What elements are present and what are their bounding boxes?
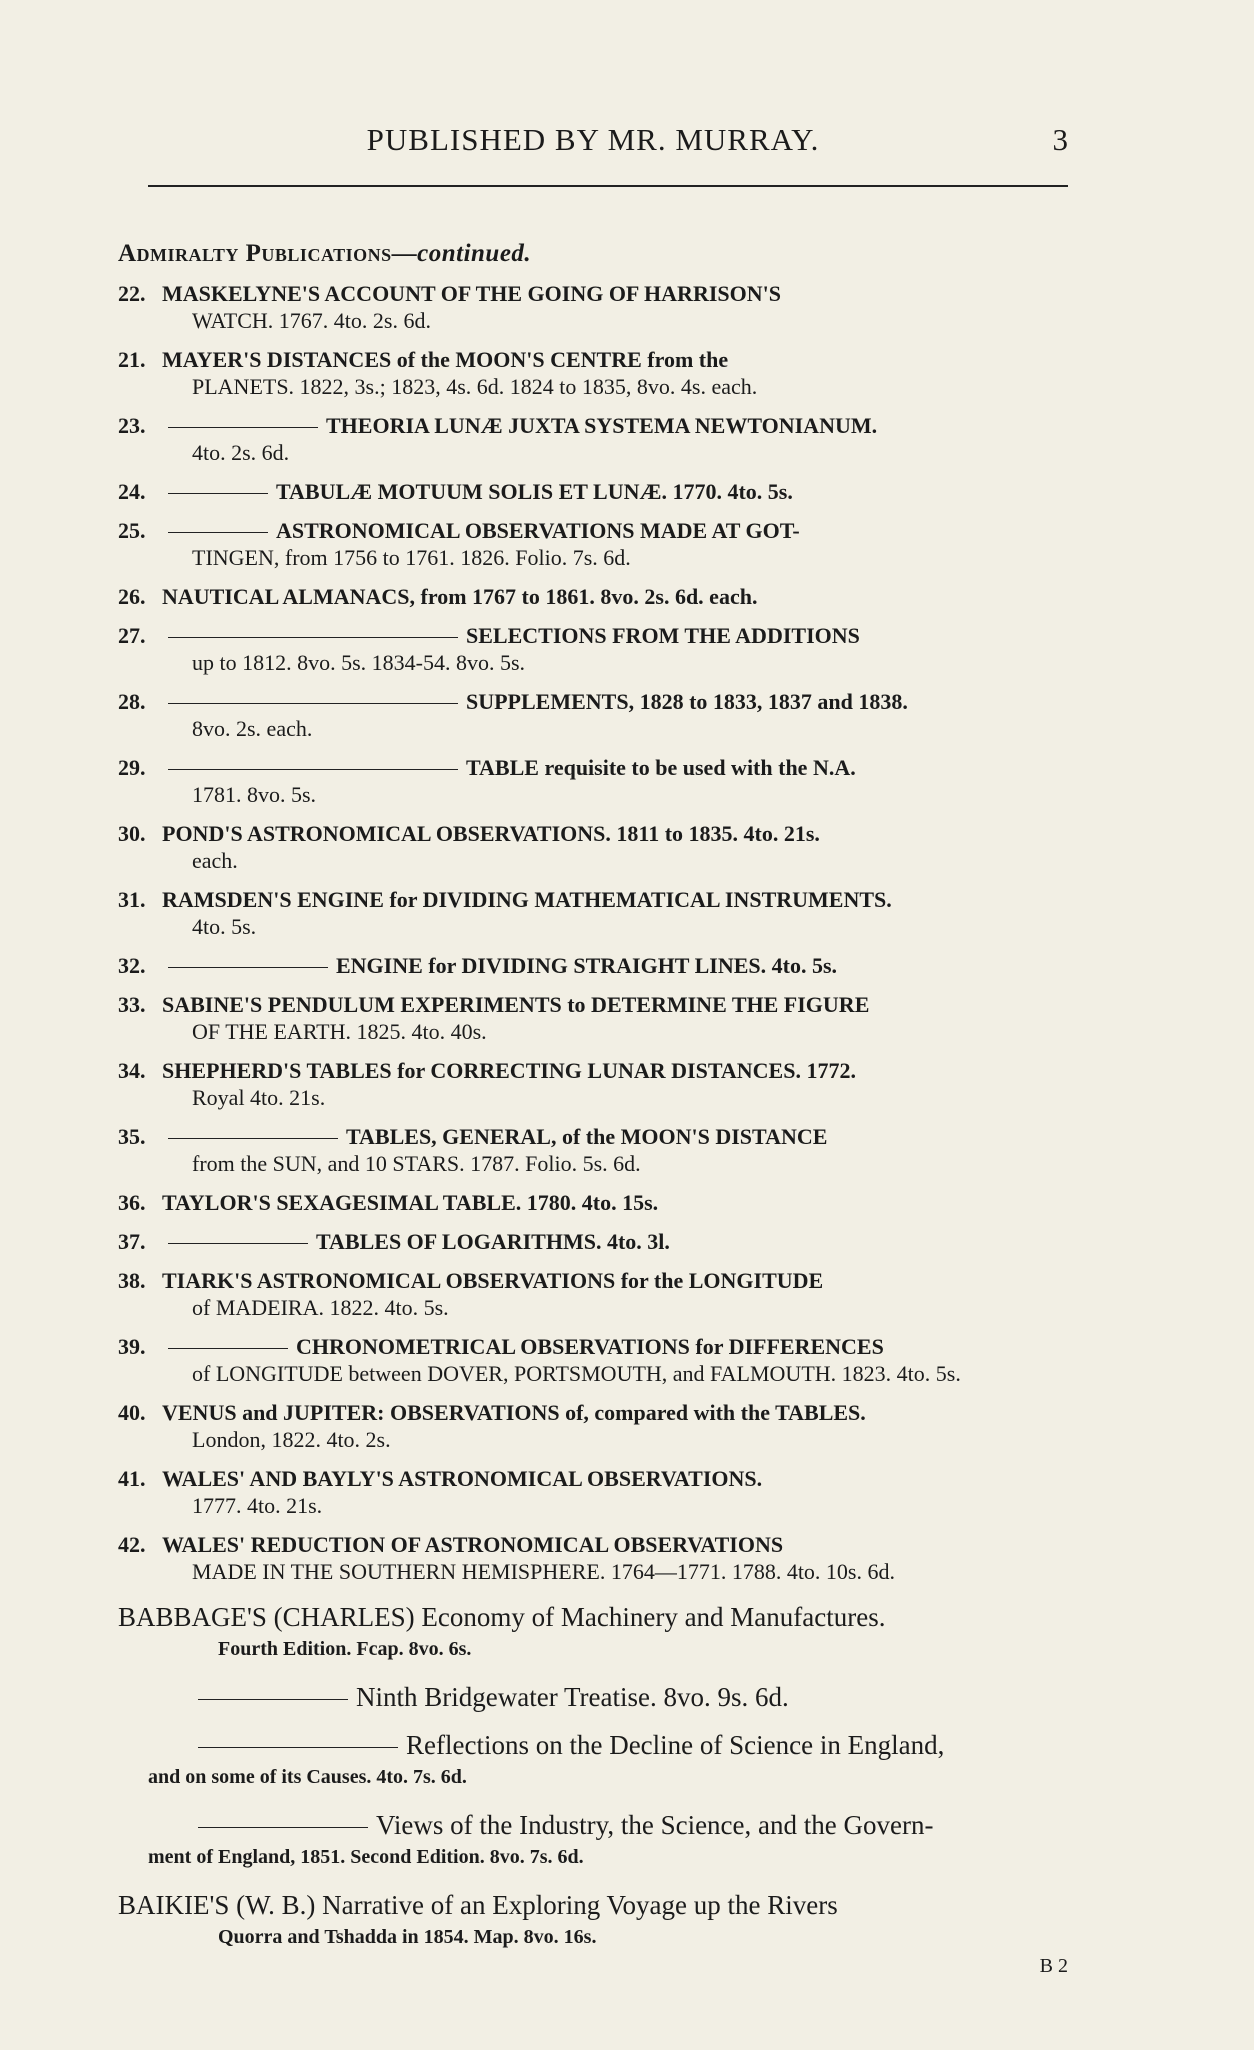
entry-number: 29. [118, 755, 146, 780]
entry-title-text: RAMSDEN'S ENGINE for DIVIDING MATHEMATICAL INSTRUMENTS. [162, 887, 892, 912]
entry-details: Royal 4to. 21s. [192, 1085, 326, 1110]
author-entry-title [118, 1681, 1068, 1713]
entry-body [162, 886, 1068, 940]
catalog-entry [118, 1399, 1068, 1453]
author-entry-text: BABBAGE'S (CHARLES) Economy of Machinery and Manufactures. [118, 1602, 886, 1632]
entry-title [162, 754, 1068, 781]
ditto-dash [168, 532, 268, 533]
catalog-entry [118, 886, 1068, 940]
catalog-entry [118, 1057, 1068, 1111]
entry-title-text: TAYLOR'S SEXAGESIMAL TABLE. 1780. 4to. 15s. [162, 1190, 659, 1215]
catalog-entry [118, 622, 1068, 676]
entry-title [162, 820, 1068, 847]
catalog-entry [118, 952, 1068, 979]
entry-body [162, 952, 1068, 979]
entry-title-text: SUPPLEMENTS, 1828 to 1833, 1837 and 1838. [466, 689, 908, 714]
entry-body [162, 1189, 1068, 1216]
entry-number: 21. [118, 347, 146, 372]
entry-title [162, 688, 1068, 715]
entry-body [162, 820, 1068, 874]
author-entry [118, 1729, 1068, 1793]
catalog-entry [118, 517, 1068, 571]
entry-title [162, 1189, 1068, 1216]
entry-title-text: THEORIA LUNÆ JUXTA SYSTEMA NEWTONIANUM. [326, 413, 878, 438]
author-entry [118, 1809, 1068, 1873]
author-entry-title [118, 1729, 1068, 1761]
entry-title [162, 952, 1068, 979]
entry-title-text: MAYER'S DISTANCES of the MOON'S CENTRE from the [162, 347, 729, 372]
entry-details: 4to. 5s. [192, 914, 257, 939]
catalog-entry [118, 1333, 1068, 1387]
catalog-entry [118, 754, 1068, 808]
entry-number: 22. [118, 281, 146, 306]
entry-title-text: ENGINE for DIVIDING STRAIGHT LINES. 4to. 5s. [336, 953, 838, 978]
entry-title-text: TABLES, GENERAL, of the MOON'S DISTANCE [346, 1124, 828, 1149]
entry-number: 25. [118, 518, 146, 543]
entry-title-text: SABINE'S PENDULUM EXPERIMENTS to DETERMINE THE FIGURE [162, 992, 870, 1017]
entry-body [162, 1123, 1068, 1177]
ditto-dash [198, 1699, 348, 1700]
entry-title-text: TIARK'S ASTRONOMICAL OBSERVATIONS for the LONGITUDE [162, 1268, 824, 1293]
catalog-entry [118, 1465, 1068, 1519]
entry-number: 23. [118, 413, 146, 438]
catalog-entry [118, 280, 1068, 334]
entry-number: 35. [118, 1124, 146, 1149]
catalog-entry [118, 583, 1068, 610]
catalog-entry [118, 346, 1068, 400]
entry-number: 34. [118, 1058, 146, 1083]
entry-number: 31. [118, 887, 146, 912]
entry-body [162, 412, 1068, 466]
author-entry-details: and on some of its Causes. 4to. 7s. 6d. [148, 1766, 467, 1788]
author-entry-text: Views of the Industry, the Science, and the Govern- [376, 1810, 934, 1840]
page-number: 3 [1052, 122, 1068, 157]
running-header [118, 118, 1068, 162]
catalog-entry [118, 478, 1068, 505]
entry-details: of MADEIRA. 1822. 4to. 5s. [192, 1295, 449, 1320]
ditto-dash [168, 769, 458, 770]
entry-number: 42. [118, 1532, 146, 1557]
entry-number: 36. [118, 1190, 146, 1215]
entry-number: 27. [118, 623, 146, 648]
catalog-entry [118, 1123, 1068, 1177]
entry-title [162, 1465, 1068, 1492]
ditto-dash [168, 493, 268, 494]
entry-details: TINGEN, from 1756 to 1761. 1826. Folio. 7s. 6d. [192, 545, 631, 570]
entry-number: 39. [118, 1334, 146, 1359]
entry-body [162, 1531, 1068, 1585]
entry-body [162, 478, 1068, 505]
entry-body [162, 346, 1068, 400]
author-entry-details: Fourth Edition. Fcap. 8vo. 6s. [218, 1638, 472, 1660]
entry-number: 30. [118, 821, 146, 846]
catalog-entry [118, 1228, 1068, 1255]
catalog-entry [118, 820, 1068, 874]
entry-title [162, 1531, 1068, 1558]
entry-body [162, 280, 1068, 334]
entry-details: up to 1812. 8vo. 5s. 1834-54. 8vo. 5s. [192, 650, 526, 675]
entry-title [162, 1123, 1068, 1150]
entry-details: 4to. 2s. 6d. [192, 440, 290, 465]
entry-details: OF THE EARTH. 1825. 4to. 40s. [192, 1019, 487, 1044]
ditto-dash [168, 637, 458, 638]
entry-title [162, 1057, 1068, 1084]
entry-title [162, 622, 1068, 649]
author-entry [118, 1889, 1068, 1953]
page [118, 118, 1068, 1978]
entry-details: of LONGITUDE between DOVER, PORTSMOUTH, and FALMOUTH. 1823. 4to. 5s. [192, 1361, 961, 1386]
babbage-list [118, 1601, 1068, 1953]
entry-title-text: SELECTIONS FROM THE ADDITIONS [466, 623, 860, 648]
ditto-dash [168, 967, 328, 968]
entry-title [162, 886, 1068, 913]
entry-title-text: MASKELYNE'S ACCOUNT OF THE GOING OF HARRISON'S [162, 281, 781, 306]
entry-title [162, 1333, 1068, 1360]
entry-number: 41. [118, 1466, 146, 1491]
entry-body [162, 1399, 1068, 1453]
entry-details: MADE IN THE SOUTHERN HEMISPHERE. 1764—1771. 1788. 4to. 10s. 6d. [192, 1559, 895, 1584]
entry-title-text: VENUS and JUPITER: OBSERVATIONS of, compared with the TABLES. [162, 1400, 866, 1425]
author-entry [118, 1681, 1068, 1713]
entry-title [162, 583, 1068, 610]
entry-body [162, 1333, 1068, 1387]
author-entry-text: Ninth Bridgewater Treatise. 8vo. 9s. 6d. [356, 1682, 789, 1712]
entry-body [162, 583, 1068, 610]
ditto-dash [168, 1138, 338, 1139]
entry-title-text: SHEPHERD'S TABLES for CORRECTING LUNAR DISTANCES. 1772. [162, 1058, 856, 1083]
entry-title [162, 478, 1068, 505]
entry-body [162, 517, 1068, 571]
running-title: PUBLISHED BY MR. MURRAY. [366, 122, 820, 157]
entry-title-text: ASTRONOMICAL OBSERVATIONS MADE AT GOT- [276, 518, 800, 543]
catalog-entry [118, 1531, 1068, 1585]
section-continued: continued. [417, 240, 532, 267]
entry-body [162, 688, 1068, 742]
entry-title [162, 1267, 1068, 1294]
entry-details: 1777. 4to. 21s. [192, 1493, 323, 1518]
author-entry-details: ment of England, 1851. Second Edition. 8vo. 7s. 6d. [148, 1846, 584, 1868]
entry-title [162, 1228, 1068, 1255]
entry-body [162, 622, 1068, 676]
author-entry-text: BAIKIE'S (W. B.) Narrative of an Exploring Voyage up the Rivers [118, 1890, 838, 1920]
header-rule [148, 185, 1068, 187]
entry-title [162, 412, 1068, 439]
entry-number: 24. [118, 479, 146, 504]
entry-number: 28. [118, 689, 146, 714]
entry-title [162, 517, 1068, 544]
entry-body [162, 754, 1068, 808]
entry-title-text: WALES' REDUCTION OF ASTRONOMICAL OBSERVATIONS [162, 1532, 784, 1557]
author-entry-title [118, 1889, 1068, 1921]
entry-number: 38. [118, 1268, 146, 1293]
entry-title-text: TABULÆ MOTUUM SOLIS ET LUNÆ. 1770. 4to. 5s. [276, 479, 793, 504]
entry-title [162, 1399, 1068, 1426]
entry-title-text: CHRONOMETRICAL OBSERVATIONS for DIFFERENCES [296, 1334, 884, 1359]
entry-details: 1781. 8vo. 5s. [192, 782, 317, 807]
ditto-dash [168, 1348, 288, 1349]
entry-body [162, 1267, 1068, 1321]
entry-details: each. [192, 848, 238, 873]
signature-mark: B 2 [1039, 1955, 1068, 1977]
entry-details: London, 1822. 4to. 2s. [192, 1427, 391, 1452]
ditto-dash [198, 1747, 398, 1748]
catalog-entry [118, 1267, 1068, 1321]
entry-title-text: TABLES OF LOGARITHMS. 4to. 3l. [316, 1229, 670, 1254]
ditto-dash [168, 427, 318, 428]
catalog-entry [118, 991, 1068, 1045]
author-entry [118, 1601, 1068, 1665]
ditto-dash [198, 1827, 368, 1828]
entry-title [162, 280, 1068, 307]
entry-body [162, 991, 1068, 1045]
entry-details: from the SUN, and 10 STARS. 1787. Folio. 5s. 6d. [192, 1151, 641, 1176]
entry-title [162, 346, 1068, 373]
section-heading [118, 240, 1068, 268]
entry-details: PLANETS. 1822, 3s.; 1823, 4s. 6d. 1824 to 1835, 8vo. 4s. each. [192, 374, 758, 399]
entry-body [162, 1228, 1068, 1255]
entry-body [162, 1057, 1068, 1111]
entry-details: WATCH. 1767. 4to. 2s. 6d. [192, 308, 431, 333]
author-entry-title [118, 1601, 1068, 1633]
entry-title-text: NAUTICAL ALMANACS, from 1767 to 1861. 8vo. 2s. 6d. each. [162, 584, 758, 609]
ditto-dash [168, 1243, 308, 1244]
catalog-entry [118, 1189, 1068, 1216]
author-entry-details: Quorra and Tshadda in 1854. Map. 8vo. 16s. [218, 1926, 597, 1948]
entry-list [118, 280, 1068, 1585]
ditto-dash [168, 703, 458, 704]
author-entry-title [118, 1809, 1068, 1841]
entry-number: 40. [118, 1400, 146, 1425]
entry-number: 26. [118, 584, 146, 609]
catalog-entry [118, 412, 1068, 466]
entry-title-text: POND'S ASTRONOMICAL OBSERVATIONS. 1811 to 1835. 4to. 21s. [162, 821, 820, 846]
author-entry-text: Reflections on the Decline of Science in England, [406, 1730, 945, 1760]
entry-number: 33. [118, 992, 146, 1017]
entry-details: 8vo. 2s. each. [192, 716, 313, 741]
entry-title-text: TABLE requisite to be used with the N.A. [466, 755, 856, 780]
entry-body [162, 1465, 1068, 1519]
entry-number: 32. [118, 953, 146, 978]
entry-number: 37. [118, 1229, 146, 1254]
entry-title [162, 991, 1068, 1018]
catalog-entry [118, 688, 1068, 742]
entry-title-text: WALES' AND BAYLY'S ASTRONOMICAL OBSERVATIONS. [162, 1466, 763, 1491]
section-title: Admiralty Publications— [118, 240, 418, 267]
